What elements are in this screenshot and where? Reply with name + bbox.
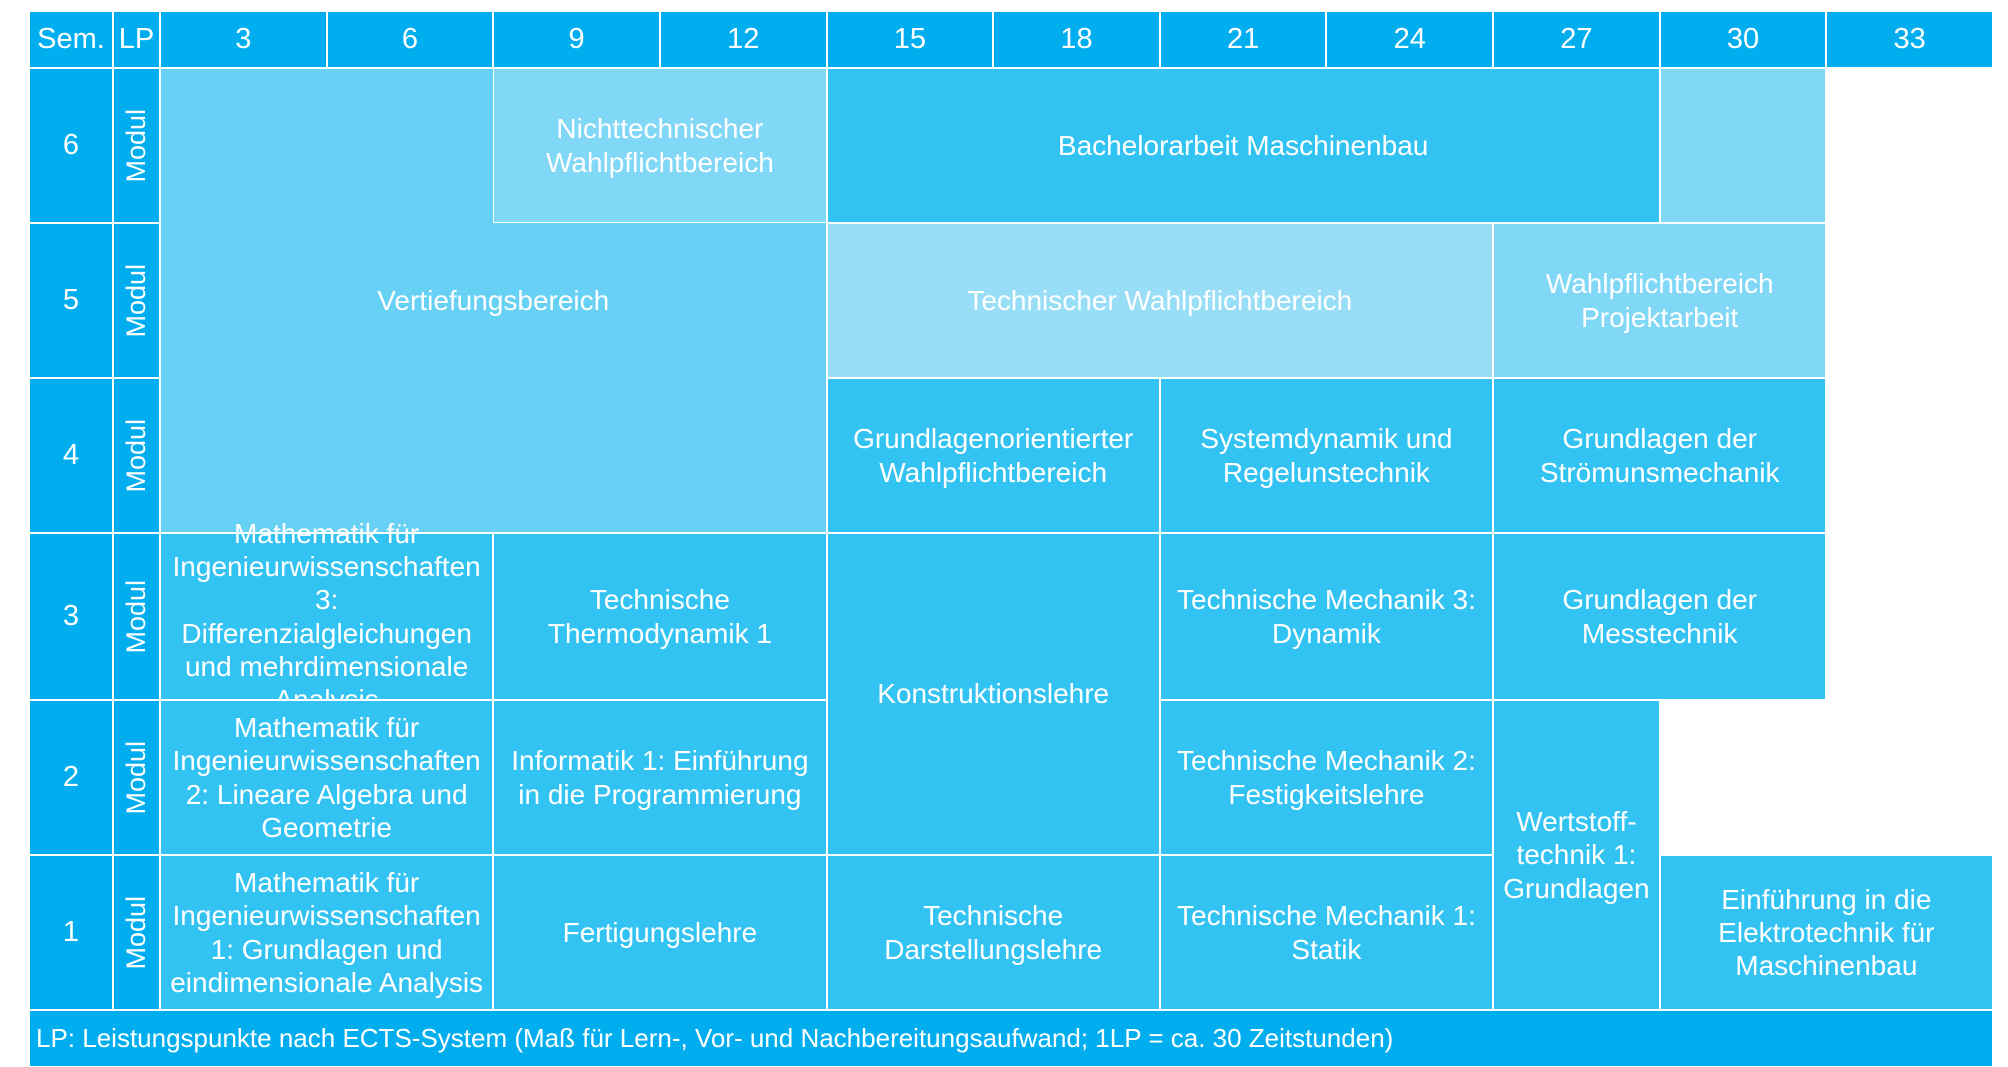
- module-label: Mathematik für Ingenieurwissenschaften 2: Lineare Algebra und Geometrie: [172, 712, 481, 843]
- modul-label: Modul: [120, 263, 151, 338]
- semester-number-6: [29, 68, 113, 223]
- semester-number: 5: [62, 284, 80, 317]
- module-label: Fertigungslehre: [562, 916, 758, 948]
- module-label: Technische Mechanik 2: Festigkeitslehre: [1177, 745, 1476, 810]
- semester-number: 3: [62, 600, 80, 633]
- module-block[interactable]: [827, 223, 1494, 378]
- module-label: Vertiefungsbereich: [377, 284, 610, 316]
- footer-text: LP: Leistungspunkte nach ECTS-System (Maß für Lern-, Vor- und Nachbereitungsaufwand; 1LP = ca. 30 Zeitstunden): [36, 1023, 1394, 1054]
- modul-label: Modul: [120, 418, 151, 493]
- lp-tick-18: [993, 11, 1160, 68]
- semester-number: 4: [62, 439, 80, 472]
- lp-tick-label: 18: [1060, 23, 1093, 56]
- semester-number-1: [29, 855, 113, 1010]
- lp-tick-label: 33: [1893, 23, 1926, 56]
- module-block[interactable]: [1493, 533, 1826, 700]
- footer-note: [29, 1010, 1993, 1067]
- module-block[interactable]: [1493, 700, 1660, 1010]
- module-block[interactable]: [827, 533, 1160, 855]
- semester-number-2: [29, 700, 113, 855]
- module-label: Grundlagenorientierter Wahlpflichtbereich: [853, 423, 1134, 488]
- module-block[interactable]: [160, 855, 493, 1010]
- module-label: Wahlpflichtbereich Projektarbeit: [1545, 268, 1774, 333]
- module-block[interactable]: [827, 68, 1660, 223]
- module-block[interactable]: [160, 700, 493, 855]
- modul-label-cell: [113, 700, 160, 855]
- module-label: Bachelorarbeit Maschinenbau: [1057, 129, 1429, 161]
- lp-tick-21: [1160, 11, 1327, 68]
- modul-label-cell: [113, 223, 160, 378]
- lp-tick-30: [1660, 11, 1827, 68]
- module-label: Technischer Wahlpflichtbereich: [967, 284, 1353, 316]
- lp-tick-15: [827, 11, 994, 68]
- modul-label: Modul: [120, 108, 151, 183]
- semester-number-4: [29, 378, 113, 533]
- module-block[interactable]: [493, 855, 826, 1010]
- module-label: Technische Thermodynamik 1: [547, 584, 772, 649]
- module-block[interactable]: [1493, 378, 1826, 533]
- header-lp-label: LP: [118, 23, 155, 56]
- lp-tick-label: 12: [727, 23, 760, 56]
- module-label: Systemdynamik und Regelunstechnik: [1200, 423, 1453, 488]
- module-block[interactable]: [827, 378, 1160, 533]
- modul-label: Modul: [120, 579, 151, 654]
- lp-tick-12: [660, 11, 827, 68]
- module-block[interactable]: [493, 533, 826, 700]
- modul-label: Modul: [120, 895, 151, 970]
- module-block[interactable]: [160, 518, 493, 700]
- semester-number: 6: [62, 129, 80, 162]
- lp-tick-label: 6: [401, 23, 418, 56]
- lp-tick-label: 30: [1726, 23, 1760, 56]
- lp-tick-label: 15: [893, 23, 926, 56]
- semester-number: 2: [62, 761, 80, 794]
- module-block[interactable]: [1160, 378, 1493, 533]
- module-label: Grundlagen der Strömunsmechanik: [1539, 423, 1780, 488]
- semester-number-5: [29, 223, 113, 378]
- module-label: Grundlagen der Messtechnik: [1562, 584, 1757, 649]
- lp-tick-3: [160, 11, 327, 68]
- module-label: Informatik 1: Einführung in die Programmierung: [511, 745, 809, 810]
- module-label: Mathematik für Ingenieurwissenschaften 1: Grundlagen und eindimensionale Analysis: [170, 867, 484, 998]
- header-sem-cell: [29, 11, 113, 68]
- header-lp-cell: [113, 11, 160, 68]
- lp-tick-label: 9: [568, 23, 585, 56]
- semester-number: 1: [62, 916, 80, 949]
- modul-label-cell: [113, 855, 160, 1010]
- header-sem-label: Sem.: [37, 23, 105, 56]
- module-label: Technische Darstellungslehre: [884, 900, 1103, 965]
- module-block[interactable]: [1160, 700, 1493, 855]
- module-block[interactable]: [1160, 533, 1493, 700]
- module-label: Technische Mechanik 1: Statik: [1177, 900, 1476, 965]
- module-block[interactable]: [1160, 855, 1493, 1010]
- module-label: Mathematik für Ingenieurwissenschaften 3: Differenzialgleichungen und mehrdimensionale: [172, 518, 481, 682]
- lp-tick-9: [493, 11, 660, 68]
- module-label: Wertstoff-technik 1: Grundlagen: [1503, 806, 1650, 904]
- module-label: Einführung in die Elektrotechnik für Maschinenbau: [1718, 883, 1935, 982]
- module-label: Nichttechnischer Wahlpflichtbereich: [546, 113, 774, 178]
- modul-label-cell: [113, 378, 160, 533]
- modul-label-cell: [113, 68, 160, 223]
- lp-tick-24: [1326, 11, 1493, 68]
- lp-tick-27: [1493, 11, 1660, 68]
- lp-tick-33: [1826, 11, 1993, 68]
- lp-tick-label: 21: [1226, 23, 1260, 56]
- module-block[interactable]: [1660, 855, 1993, 1010]
- lp-tick-6: [327, 11, 494, 68]
- module-label: Technische Mechanik 3: Dynamik: [1177, 584, 1476, 649]
- module-label: Konstruktionslehre: [877, 678, 1110, 710]
- lp-tick-label: 27: [1560, 23, 1593, 56]
- lp-tick-label: 24: [1393, 23, 1426, 56]
- lp-tick-label: 3: [235, 23, 252, 56]
- semester-number-3: [29, 533, 113, 700]
- modul-label: Modul: [120, 740, 151, 815]
- module-block[interactable]: [827, 855, 1160, 1010]
- module-block[interactable]: [1493, 223, 1826, 378]
- module-block[interactable]: [493, 700, 826, 855]
- module-block[interactable]: [493, 68, 826, 223]
- modul-label-cell: [113, 533, 160, 700]
- module-block[interactable]: [1660, 68, 1827, 223]
